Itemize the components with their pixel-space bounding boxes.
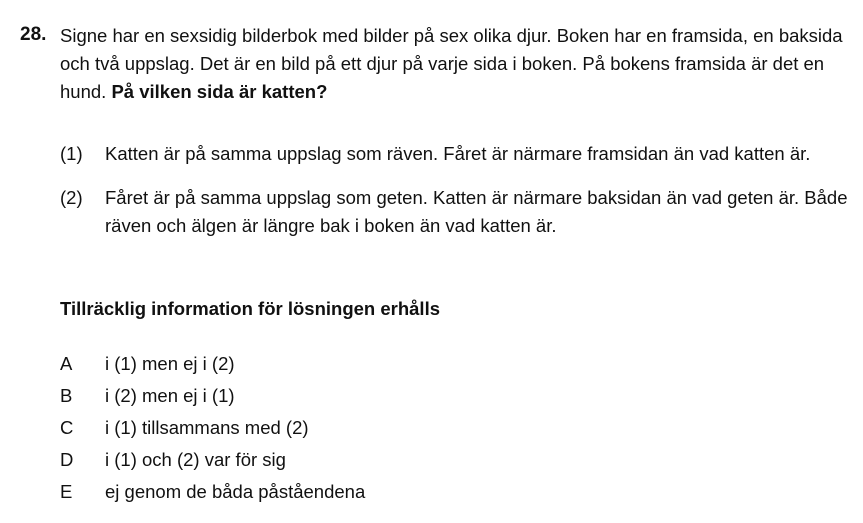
option-letter: B xyxy=(60,385,73,406)
question-number: 28. xyxy=(20,24,47,45)
statement-text: Fåret är på samma uppslag som geten. Katten är närmare baksidan än vad geten är. Både räven och älgen är längre bak i boken än vad katten är. xyxy=(105,187,848,236)
question-ask: På vilken sida är katten? xyxy=(111,81,328,102)
option-letter: A xyxy=(60,353,73,374)
question-prompt: Signe har en sexsidig bilderbok med bilder på sex olika djur. Boken har en framsida, en baksida och två uppslag. Det är en bild på ett djur på varje sida i boken. På bokens framsida är det en hund. xyxy=(60,25,843,102)
option-text: i (2) men ej i (1) xyxy=(105,385,235,406)
option-text: i (1) men ej i (2) xyxy=(105,353,235,374)
question-text xyxy=(60,22,850,106)
option-letter: E xyxy=(60,481,73,502)
sufficiency-heading: Tillräcklig information för lösningen erhålls xyxy=(60,298,440,319)
statement-number: (1) xyxy=(60,143,83,164)
option-letter: D xyxy=(60,449,74,470)
option-text: ej genom de båda påståendena xyxy=(105,481,366,502)
option-letter: C xyxy=(60,417,74,438)
option-text: i (1) tillsammans med (2) xyxy=(105,417,309,438)
statement-number: (2) xyxy=(60,187,83,208)
statement-text: Katten är på samma uppslag som räven. Fåret är närmare framsidan än vad katten är. xyxy=(105,143,811,164)
option-text: i (1) och (2) var för sig xyxy=(105,449,286,470)
